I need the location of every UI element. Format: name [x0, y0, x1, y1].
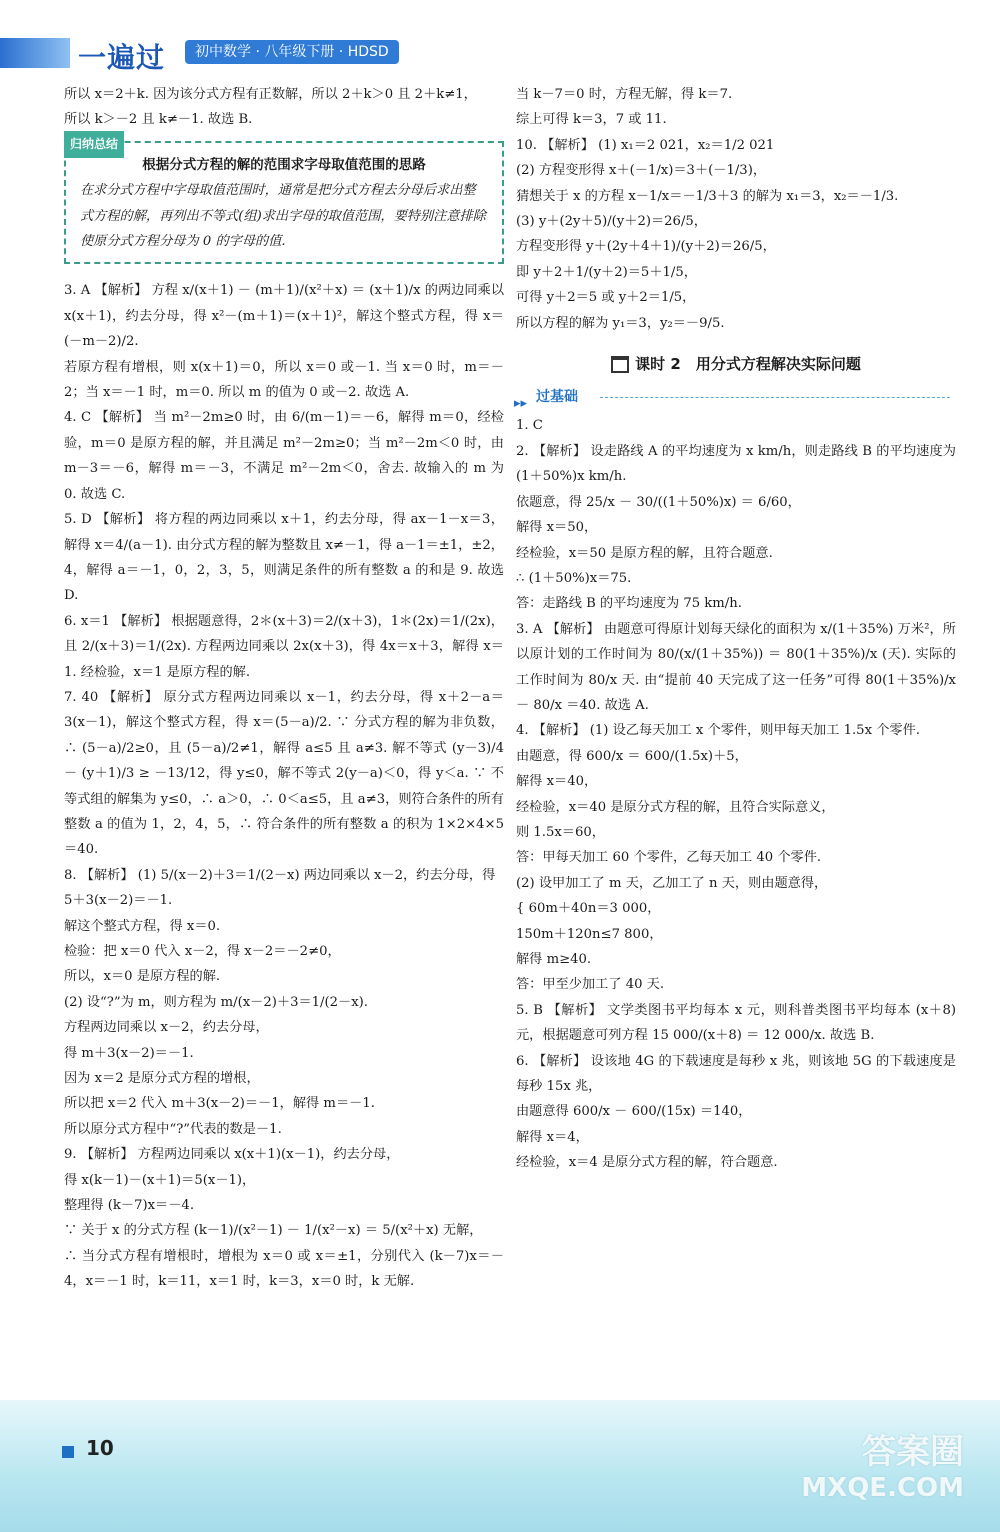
- text-line: 即 y＋2＋1/(y＋2)＝5＋1/5，: [516, 264, 697, 280]
- page-header: [0, 38, 440, 74]
- text-line: 所以把 x＝2 代入 m＋3(x－2)＝－1，解得 m＝－1.: [64, 1096, 375, 1112]
- text-line: 检验：把 x＝0 代入 x－2，得 x－2＝－2≠0，: [64, 944, 341, 959]
- answer-8: 8. 【解析】 (1) 5/(x－2)＋3＝1/(2－x) 两边同乘以 x－2，约去分母，得: [64, 867, 496, 883]
- text-line: 当 k－7＝0 时，方程无解，得 k＝7.: [516, 87, 733, 102]
- answer-3: 3. A 【解析】 方程 x/(x＋1) － (m＋1)/(x²＋x) ＝ (x＋1)/x 的两边同乘以 x(x＋1)，约去分母，得 x²－(m＋1)＝(x＋1)²，解这个整式方程，得 x＝(－m－2)/2.: [64, 283, 504, 350]
- text-line: 答：甲至少加工了 40 天.: [516, 977, 665, 993]
- summary-body: 在求分式方程中字母取值范围时，通常是把分式方程去分母后求出整式方程的解，再列出不等式(组)求出字母的取值范围，要特别注意排除使原分式方程分母为 0 的字母的值.: [80, 183, 486, 250]
- text-line: 因为 x＝2 是原分式方程的增根，: [64, 1071, 260, 1087]
- answer-4-right: 4. 【解析】 (1) 设乙每天加工 x 个零件，则甲每天加工 1.5x 个零件.: [516, 723, 920, 739]
- section-marker-icon: ▸▸: [514, 396, 528, 412]
- answer-1: 1. C: [516, 418, 543, 434]
- watermark-line: MXQE.COM: [801, 1473, 964, 1503]
- text-line: 所以，x＝0 是原方程的解.: [64, 969, 221, 985]
- text-line: 所以 k＞－2 且 k≠－1. 故选 B.: [64, 112, 253, 128]
- text-line: 所以原分式方程中“?”代表的数是－1.: [64, 1121, 282, 1137]
- answer-4: 4. C 【解析】 当 m²－2m≥0 时，由 6/(m－1)＝－6，解得 m＝0，经检验，m＝0 是原方程的解，并且满足 m²－2m≥0；当 m²－2m＜0 时，由 m－3＝－6，解得 m＝－3，不满足 m²－2m＜0，舍去. 故输入的 m 为 0. 故选 C.: [64, 410, 504, 502]
- text-line: 得 m＋3(x－2)＝－1.: [64, 1045, 194, 1061]
- text-line: 经检验，x＝50 是原方程的解，且符合题意.: [516, 545, 773, 561]
- lesson-icon: [611, 356, 629, 373]
- book-logo: 一遍过: [78, 41, 166, 74]
- text-line: 经检验，x＝40 是原分式方程的解，且符合实际意义，: [516, 799, 835, 815]
- text-line: 所以方程的解为 y₁＝3，y₂＝－9/5.: [516, 315, 725, 331]
- text-line: 由题意，得 600/x ＝ 600/(1.5x)＋5，: [516, 748, 748, 764]
- text-line: 所以 x＝2＋k. 因为该分式方程有正数解，所以 2＋k＞0 且 2＋k≠1，: [64, 87, 477, 102]
- text-line: 答：甲每天加工 60 个零件，乙每天加工 40 个零件.: [516, 850, 822, 866]
- answer-5: 5. D 【解析】 将方程的两边同乘以 x＋1，约去分母，得 ax－1－x＝3，解得 x＝4/(a－1). 由分式方程的解为整数且 x≠－1，得 a－1＝±1，±2，4，解得 a＝－1，0，2，3，5，则满足条件的所有整数 a 的和是 9. 故选 D.: [64, 512, 504, 604]
- answer-6: 6. x＝1 【解析】 根据题意得，2＊(x＋3)＝2/(x＋3)，1＊(2x)＝1/(2x)，且 2/(x＋3)＝1/(2x). 方程两边同乘以 2x(x＋3)，得 4x＝x＋3，解得 x＝1. 经检验，x＝1 是原方程的解.: [64, 613, 504, 680]
- text-line: { 60m＋40n＝3 000，: [516, 901, 661, 917]
- text-line: (2) 设甲加工了 m 天，乙加工了 n 天，则由题意得，: [516, 875, 828, 891]
- text-line: 则 1.5x＝60，: [516, 824, 605, 840]
- page-number: 10: [86, 1436, 114, 1460]
- text-line: 150m＋120n≤7 800，: [516, 926, 663, 942]
- text-line: 得 x(k－1)－(x＋1)＝5(x－1)，: [64, 1172, 256, 1188]
- answer-7: 7. 40 【解析】 原分式方程两边同乘以 x－1，约去分母，得 x＋2－a＝3(x－1)，解这个整式方程，得 x＝(5－a)/2. ∵ 分式方程的解为非负数，∴ (5－a)/2≥0，且 (5－a)/2≠1，解得 a≤5 且 a≠3. 解不等式 (y－3)/4 － (y＋1)/3 ≥ －13/12，得 y≤0，解不等式 2(y－a)＜0，得 y＜a. ∵ 不等式组的解集为 y≤0，∴ a＞0，∴ 0＜a≤5，且 a≠3，则符合条件的所有整数 a 的值为 1，2，4，5，∴ 符合条件的所有整数 a 的积为 1×2×4×5＝40.: [64, 689, 504, 858]
- answer-10: 10. 【解析】 (1) x₁＝2 021，x₂＝1/2 021: [516, 137, 775, 153]
- text-line: 可得 y＋2＝5 或 y＋2＝1/5，: [516, 290, 696, 306]
- summary-title: 根据分式方程的解的范围求字母取值范围的思路: [142, 156, 426, 173]
- section-basics-label: 过基础: [536, 389, 578, 406]
- text-line: 经检验，x＝4 是原分式方程的解，符合题意.: [516, 1155, 778, 1171]
- text-line: 由题意得 600/x － 600/(15x) ＝140，: [516, 1104, 752, 1120]
- answer-6-right: 6. 【解析】 设该地 4G 的下载速度是每秒 x 兆，则该地 5G 的下载速度是每秒 15x 兆，: [516, 1053, 956, 1095]
- left-column: [64, 82, 504, 1295]
- text-line: 解得 x＝40，: [516, 774, 598, 790]
- page-footer: [0, 1400, 1000, 1532]
- text-line: 解这个整式方程，得 x＝0.: [64, 918, 221, 934]
- section-basics: [510, 383, 956, 412]
- text-line: 依题意，得 25/x － 30/((1＋50%)x) ＝ 6/60，: [516, 494, 801, 510]
- lesson-heading: [516, 352, 956, 377]
- text-line: ∵ 关于 x 的分式方程 (k－1)/(x²－1) － 1/(x²－x) ＝ 5/(x²＋x) 无解，: [64, 1223, 483, 1239]
- text-line: 方程两边同乘以 x－2，约去分母，: [64, 1020, 269, 1036]
- text-line: 若原方程有增根，则 x(x＋1)＝0，所以 x＝0 或－1. 当 x＝0 时，m＝－2；当 x＝－1 时，m＝0. 所以 m 的值为 0 或－2. 故选 A.: [64, 359, 504, 401]
- page-number-marker: [62, 1446, 74, 1458]
- text-line: 解得 m≥40.: [516, 952, 592, 967]
- right-column: [516, 82, 956, 1176]
- text-line: 解得 x＝50，: [516, 520, 598, 536]
- text-line: 整理得 (k－7)x＝－4.: [64, 1198, 195, 1214]
- answer-3-right: 3. A 【解析】 由题意可得原计划每天绿化的面积为 x/(1＋35%) 万米²，所以原计划的工作时间为 80/(x/(1＋35%)) ＝ 80(1＋35%)/x (天). 实际的工作时间为 80/x 天. 由“提前 40 天完成了这一任务”可得 80(1＋35%)/x － 80/x ＝40. 故选 A.: [516, 621, 956, 713]
- text-line: ∴ (1＋50%)x＝75.: [516, 570, 632, 586]
- answer-2: 2. 【解析】 设走路线 A 的平均速度为 x km/h，则走路线 B 的平均速度为 (1＋50%)x km/h.: [516, 443, 956, 485]
- book-subject-badge: 初中数学 · 八年级下册 · HDSD: [185, 40, 399, 64]
- text-line: 方程变形得 y＋(2y＋4＋1)/(y＋2)＝26/5，: [516, 239, 776, 255]
- summary-box: [64, 136, 504, 265]
- text-line: (2) 方程变形得 x＋(－1/x)＝3＋(－1/3)，: [516, 163, 767, 179]
- text-line: 解得 x＝4，: [516, 1129, 589, 1145]
- text-line: (3) y＋(2y＋5)/(y＋2)＝26/5，: [516, 214, 707, 230]
- watermark: [801, 1434, 964, 1506]
- text-line: 综上可得 k＝3，7 或 11.: [516, 112, 667, 128]
- text-line: 5＋3(x－2)＝－1.: [64, 893, 173, 909]
- text-line: (2) 设“?”为 m，则方程为 m/(x－2)＋3＝1/(2－x).: [64, 994, 368, 1010]
- answer-5-right: 5. B 【解析】 文学类图书平均每本 x 元，则科普类图书平均每本 (x＋8) 元，根据题意可列方程 15 000/(x＋8) ＝ 12 000/x. 故选 B.: [516, 1002, 956, 1044]
- header-color-bar: [0, 38, 70, 68]
- lesson-title: 课时 2 用分式方程解决实际问题: [635, 355, 861, 374]
- text-line: ∴ 当分式方程有增根时，增根为 x＝0 或 x＝±1，分别代入 (k－7)x＝－4，x＝－1 时，k＝11，x＝1 时，k＝3，x＝0 时，k 无解.: [64, 1248, 504, 1290]
- text-line: 猜想关于 x 的方程 x－1/x＝－1/3＋3 的解为 x₁＝3，x₂＝－1/3.: [516, 188, 899, 204]
- watermark-line: 答案圈: [862, 1432, 964, 1472]
- answer-9: 9. 【解析】 方程两边同乘以 x(x＋1)(x－1)，约去分母，: [64, 1147, 400, 1163]
- section-divider: [600, 397, 950, 398]
- summary-tag: 归纳总结: [64, 131, 124, 158]
- text-line: 答：走路线 B 的平均速度为 75 km/h.: [516, 596, 742, 612]
